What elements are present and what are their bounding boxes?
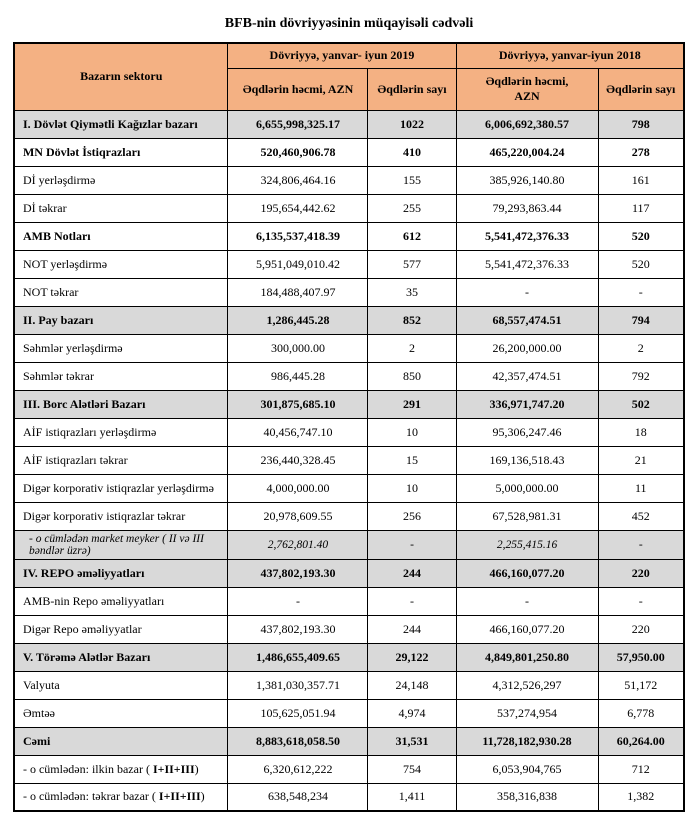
cell-value: 712: [598, 755, 684, 783]
cell-value: 986,445.28: [228, 362, 368, 390]
row-label-text: - o cümlədən market meyker ( II və III bəndlər üzrə): [28, 532, 204, 557]
cell-value: 336,971,747.20: [456, 390, 598, 418]
cell-value: 291: [368, 390, 456, 418]
cell-value: 852: [368, 306, 456, 334]
cell-value: 161: [598, 166, 684, 194]
row-label-text: I. Dövlət Qiymətli Kağızlar bazarı: [22, 116, 198, 131]
row-label: [14, 194, 228, 222]
row-label-text: Dİ yerləşdirmə: [22, 172, 96, 187]
row-label: [14, 334, 228, 362]
row-label: [14, 306, 228, 334]
cell-value: 466,160,077.20: [456, 559, 598, 587]
cell-value: 31,531: [368, 727, 456, 755]
cell-value: 410: [368, 138, 456, 166]
cell-value: 26,200,000.00: [456, 334, 598, 362]
cell-value: 5,000,000.00: [456, 474, 598, 502]
header-sector: Bazarın sektoru: [14, 43, 228, 110]
cell-value: 385,926,140.80: [456, 166, 598, 194]
cell-value: 466,160,077.20: [456, 615, 598, 643]
cell-value: -: [368, 587, 456, 615]
row-label: [14, 278, 228, 306]
cell-value: -: [456, 587, 598, 615]
table-row: [14, 138, 684, 166]
cell-value: 324,806,464.16: [228, 166, 368, 194]
cell-value: 6,778: [598, 699, 684, 727]
table-row: [14, 783, 684, 811]
row-label: [14, 418, 228, 446]
cell-value: 21: [598, 446, 684, 474]
row-label: [14, 446, 228, 474]
cell-value: 792: [598, 362, 684, 390]
row-label: [14, 699, 228, 727]
table-row: [14, 362, 684, 390]
cell-value: 437,802,193.30: [228, 559, 368, 587]
cell-value: 465,220,004.24: [456, 138, 598, 166]
page-title: BFB-nin dövriyyəsinin müqayisəli cədvəli: [224, 16, 474, 31]
row-label: [14, 671, 228, 699]
cell-value: 4,312,526,297: [456, 671, 598, 699]
row-label-text: AMB Notları: [22, 228, 91, 243]
row-label-text: NOT yerləşdirmə: [22, 256, 108, 271]
cell-value: 520: [598, 222, 684, 250]
row-label-bold: I+II+III: [158, 789, 201, 804]
row-label: [14, 755, 228, 783]
cell-value: 358,316,838: [456, 783, 598, 811]
row-label-text: AİF istiqrazları təkrar: [22, 452, 128, 467]
cell-value: 5,541,472,376.33: [456, 250, 598, 278]
row-label: [14, 530, 228, 559]
cell-value: 794: [598, 306, 684, 334]
cell-value: 2: [598, 334, 684, 362]
cell-value: -: [368, 530, 456, 559]
cell-value: 850: [368, 362, 456, 390]
cell-value: 256: [368, 502, 456, 530]
row-label-text: Əmtəə: [22, 705, 55, 720]
row-label: [14, 166, 228, 194]
table-row: [14, 418, 684, 446]
cell-value: 236,440,328.45: [228, 446, 368, 474]
cell-value: 6,320,612,222: [228, 755, 368, 783]
table-row: [14, 671, 684, 699]
cell-value: 1,382: [598, 783, 684, 811]
cell-value: 220: [598, 615, 684, 643]
header-volume-2019: Əqdlərin həcmi, AZN: [228, 68, 368, 110]
cell-value: 11,728,182,930.28: [456, 727, 598, 755]
row-label: [14, 110, 228, 138]
row-label-text: - o cümlədən: təkrar bazar (: [22, 789, 159, 804]
cell-value: 105,625,051.94: [228, 699, 368, 727]
header-count-2019: Əqdlərin sayı: [368, 68, 456, 110]
row-label-text: Digər Repo əməliyyatlar: [22, 621, 142, 636]
header-count-2018: Əqdlərin sayı: [598, 68, 684, 110]
cell-value: 11: [598, 474, 684, 502]
row-label-text: MN Dövlət İstiqrazları: [22, 144, 141, 159]
row-label-after: ): [200, 789, 205, 804]
cell-value: 244: [368, 559, 456, 587]
cell-value: 502: [598, 390, 684, 418]
cell-value: 1,486,655,409.65: [228, 643, 368, 671]
cell-value: 10: [368, 474, 456, 502]
row-label: [14, 474, 228, 502]
table-row: [14, 222, 684, 250]
cell-value: 612: [368, 222, 456, 250]
cell-value: -: [456, 278, 598, 306]
cell-value: 117: [598, 194, 684, 222]
cell-value: 798: [598, 110, 684, 138]
table-row: [14, 559, 684, 587]
table-row: [14, 502, 684, 530]
cell-value: 2: [368, 334, 456, 362]
row-label: [14, 138, 228, 166]
table-row: [14, 446, 684, 474]
header-volume-2018-label: Əqdlərin həcmi, AZN: [485, 74, 569, 103]
cell-value: 6,655,998,325.17: [228, 110, 368, 138]
cell-value: 24,148: [368, 671, 456, 699]
row-label-text: IV. REPO əməliyyatları: [22, 565, 145, 580]
cell-value: 244: [368, 615, 456, 643]
row-label: [14, 390, 228, 418]
table-row: [14, 278, 684, 306]
cell-value: 1,381,030,357.71: [228, 671, 368, 699]
cell-value: 15: [368, 446, 456, 474]
cell-value: 35: [368, 278, 456, 306]
cell-value: 155: [368, 166, 456, 194]
cell-value: 638,548,234: [228, 783, 368, 811]
table-row: [14, 334, 684, 362]
cell-value: -: [228, 587, 368, 615]
cell-value: 10: [368, 418, 456, 446]
row-label-bold: I+II+III: [152, 761, 195, 776]
cell-value: 195,654,442.62: [228, 194, 368, 222]
row-label-text: AMB-nin Repo əməliyyatları: [22, 593, 165, 608]
cell-value: 60,264.00: [598, 727, 684, 755]
row-label-text: Digər korporativ istiqrazlar təkrar: [22, 508, 186, 523]
row-label: [14, 783, 228, 811]
cell-value: 57,950.00: [598, 643, 684, 671]
cell-value: 5,951,049,010.42: [228, 250, 368, 278]
table-row: [14, 194, 684, 222]
row-label-text: III. Borc Alətləri Bazarı: [22, 396, 146, 411]
table-row: [14, 250, 684, 278]
row-label-after: ): [194, 761, 199, 776]
cell-value: 437,802,193.30: [228, 615, 368, 643]
cell-value: 278: [598, 138, 684, 166]
table-header: [14, 43, 684, 110]
row-label-text: NOT təkrar: [22, 284, 79, 299]
cell-value: 79,293,863.44: [456, 194, 598, 222]
row-label-text: Digər korporativ istiqrazlar yerləşdirmə: [22, 480, 214, 495]
cell-value: 300,000.00: [228, 334, 368, 362]
header-group-2018: Dövriyyə, yanvar-iyun 2018: [456, 43, 684, 68]
table-row: [14, 643, 684, 671]
table-row: [14, 166, 684, 194]
table-row: [14, 474, 684, 502]
table-row: [14, 110, 684, 138]
cell-value: 67,528,981.31: [456, 502, 598, 530]
cell-value: 577: [368, 250, 456, 278]
table-row: [14, 530, 684, 559]
header-group-2019: Dövriyyə, yanvar- iyun 2019: [228, 43, 456, 68]
row-label: [14, 222, 228, 250]
turnover-comparison-table: [13, 42, 685, 812]
row-label-text: Valyuta: [22, 677, 60, 692]
cell-value: 1,411: [368, 783, 456, 811]
row-label-text: Səhmlər yerləşdirmə: [22, 340, 123, 355]
cell-value: 184,488,407.97: [228, 278, 368, 306]
cell-value: 5,541,472,376.33: [456, 222, 598, 250]
cell-value: 6,135,537,418.39: [228, 222, 368, 250]
cell-value: 255: [368, 194, 456, 222]
cell-value: 29,122: [368, 643, 456, 671]
cell-value: -: [598, 278, 684, 306]
cell-value: 18: [598, 418, 684, 446]
cell-value: 42,357,474.51: [456, 362, 598, 390]
cell-value: 4,974: [368, 699, 456, 727]
cell-value: 8,883,618,058.50: [228, 727, 368, 755]
cell-value: 6,053,904,765: [456, 755, 598, 783]
cell-value: 537,274,954: [456, 699, 598, 727]
cell-value: 520,460,906.78: [228, 138, 368, 166]
row-label: [14, 502, 228, 530]
row-label: [14, 559, 228, 587]
row-label-text: AİF istiqrazları yerləşdirmə: [22, 424, 157, 439]
cell-value: -: [598, 587, 684, 615]
row-label: [14, 643, 228, 671]
table-row: [14, 755, 684, 783]
header-volume-2018: [456, 68, 598, 110]
cell-value: 6,006,692,380.57: [456, 110, 598, 138]
cell-value: 1022: [368, 110, 456, 138]
cell-value: 520: [598, 250, 684, 278]
table-row: [14, 727, 684, 755]
cell-value: 4,000,000.00: [228, 474, 368, 502]
row-label-text: Cəmi: [22, 733, 51, 748]
cell-value: -: [598, 530, 684, 559]
cell-value: 2,762,801.40: [228, 530, 368, 559]
table-row: [14, 699, 684, 727]
row-label-text: II. Pay bazarı: [22, 312, 94, 327]
cell-value: 169,136,518.43: [456, 446, 598, 474]
table-row: [14, 390, 684, 418]
cell-value: 452: [598, 502, 684, 530]
cell-value: 4,849,801,250.80: [456, 643, 598, 671]
cell-value: 1,286,445.28: [228, 306, 368, 334]
table-row: [14, 306, 684, 334]
cell-value: 51,172: [598, 671, 684, 699]
header-group-row: [14, 43, 684, 68]
cell-value: 301,875,685.10: [228, 390, 368, 418]
cell-value: 95,306,247.46: [456, 418, 598, 446]
row-label-text: - o cümlədən: ilkin bazar (: [22, 761, 153, 776]
cell-value: 220: [598, 559, 684, 587]
table-body: [14, 110, 684, 811]
row-label-text: V. Törəmə Alətlər Bazarı: [22, 649, 151, 664]
cell-value: 68,557,474.51: [456, 306, 598, 334]
cell-value: 20,978,609.55: [228, 502, 368, 530]
row-label-text: Səhmlər təkrar: [22, 368, 94, 383]
row-label-text: Dİ təkrar: [22, 200, 67, 215]
row-label: [14, 727, 228, 755]
row-label: [14, 250, 228, 278]
table-row: [14, 587, 684, 615]
row-label: [14, 587, 228, 615]
cell-value: 754: [368, 755, 456, 783]
row-label: [14, 362, 228, 390]
table-row: [14, 615, 684, 643]
cell-value: 2,255,415.16: [456, 530, 598, 559]
cell-value: 40,456,747.10: [228, 418, 368, 446]
row-label: [14, 615, 228, 643]
